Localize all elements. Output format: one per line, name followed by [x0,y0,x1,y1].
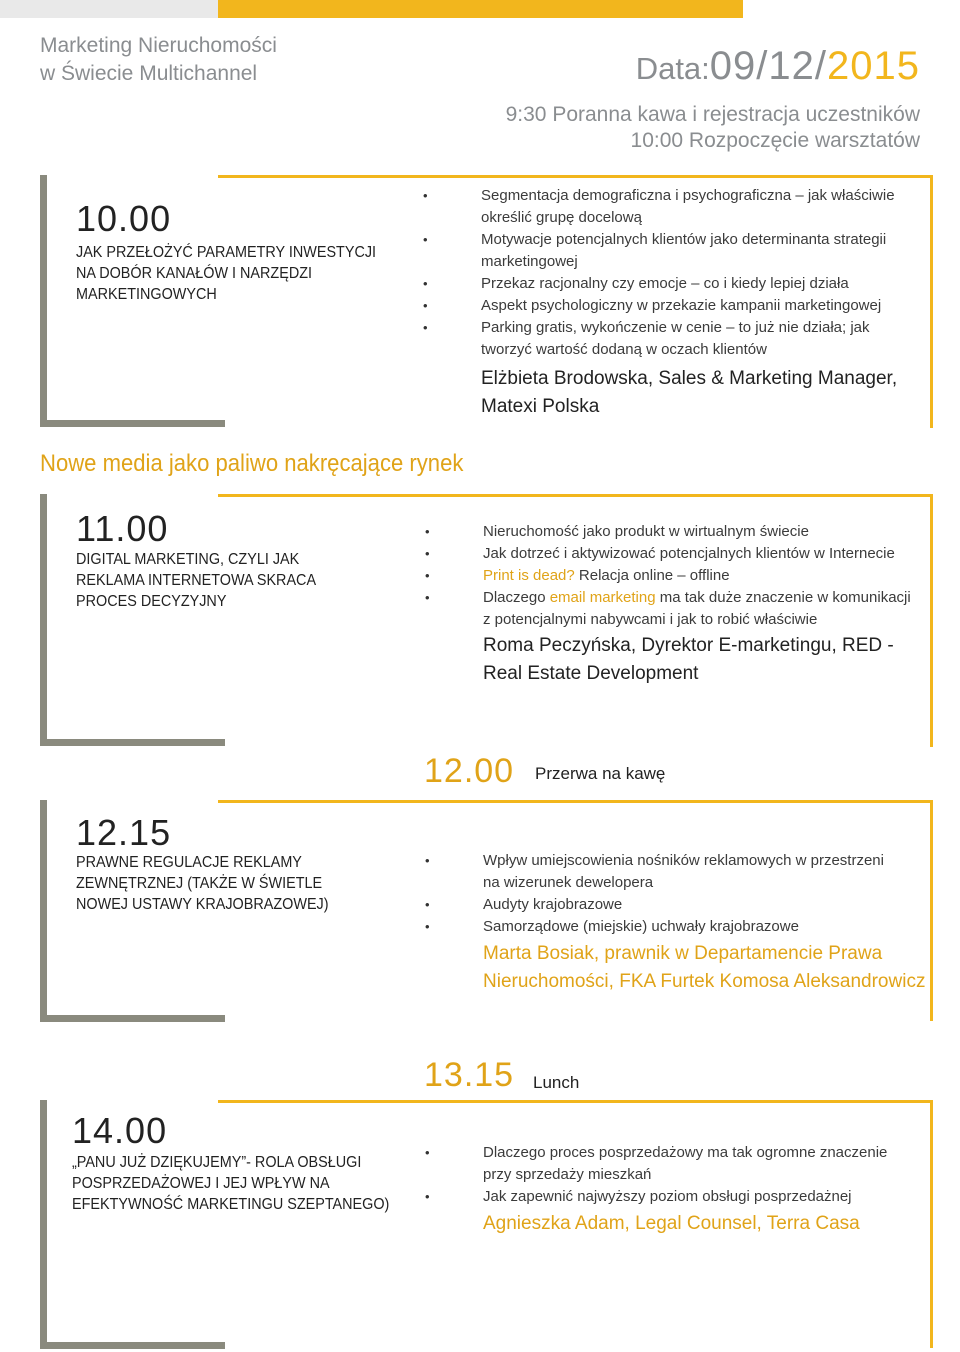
session-1000-bullets: • Segmentacja demograficzna i psychograficzna – jak właściwie określić grupę docelową • Motywacje potencjalnych klientów jako determinanta strategii marketingowej • Przekaz racjonalny czy emocje – co i kiedy lepiej działa • Aspekt psychologiczny w przekazie kampanii marketingowej • Parking gratis, wykończenie w cenie – to już nie działa; jak tworzyć wartość dodaną w oczach klientów [423,187,895,358]
session-1215-title: PRAWNE REGULACJE REKLAMY ZEWNĘTRZNEJ (TAKŻE W ŚWIETLE NOWEJ USTAWY KRAJOBRAZOWEJ) [76,854,329,913]
list-item: • Aspekt psychologiczny w przekazie kampanii marketingowej [481,295,895,317]
bullet-icon: • [425,853,430,868]
bullet-icon: • [423,298,428,313]
break-1315-time: 13.15 [424,1056,515,1094]
break-1315-label: Lunch [533,1073,580,1092]
top-bar-grey [0,0,218,18]
list-item: • Print is dead? Relacja online – offline [483,565,911,587]
bullet-icon: • [425,590,430,605]
list-item: • Dlaczego email marketing ma tak duże znaczenie w komunikacji [483,587,911,609]
event-title-line1: Marketing Nieruchomości [40,34,277,57]
bullet-icon: • [425,919,430,934]
session-1400-speaker: Agnieszka Adam, Legal Counsel, Terra Casa [483,1213,860,1234]
session-1100-title: DIGITAL MARKETING, CZYLI JAK REKLAMA INTERNETOWA SKRACA PROCES DECYZYJNY [76,551,317,610]
list-item: • Parking gratis, wykończenie w cenie – to już nie działa; jak [481,317,895,339]
top-bar-gold [218,0,743,18]
list-item: • Samorządowe (miejskie) uchwały krajobrazowe [483,916,884,938]
list-item: • Wpływ umiejscowienia nośników reklamowych w przestrzeni [483,850,884,872]
bullet-icon: • [425,524,430,539]
bullet-icon: • [425,546,430,561]
list-item: • Jak dotrzeć i aktywizować potencjalnych klientów w Internecie [483,543,911,565]
bullet-icon: • [425,1189,430,1204]
list-item: • Nieruchomość jako produkt w wirtualnym świecie [483,521,911,543]
list-item: • Przekaz racjonalny czy emocje – co i kiedy lepiej działa [481,273,895,295]
session-1000-time: 10.00 [76,198,172,239]
session-1215-bullets: • Wpływ umiejscowienia nośników reklamowych w przestrzeni na wizerunek dewelopera • Audyty krajobrazowe • Samorządowe (miejskie) uchwały krajobrazowe [483,850,884,938]
section-heading: Nowe media jako paliwo nakręcające rynek [40,450,464,477]
bullet-icon: • [423,232,428,247]
date-main: 09/12/ [709,44,828,88]
list-item: • Audyty krajobrazowe [483,894,884,916]
list-item: • Dlaczego proces posprzedażowy ma tak ogromne znaczenie [483,1142,887,1164]
schedule-line1: 9:30 Poranna kawa i rejestracja uczestników [505,103,920,126]
session-1100-time: 11.00 [76,508,169,549]
event-title [40,32,277,88]
list-item: • Motywacje potencjalnych klientów jako determinanta strategii [481,229,895,251]
schedule-line2: 10:00 Rozpoczęcie warsztatów [630,129,920,152]
bullet-icon: • [423,320,428,335]
session-1400-title: „PANU JUŻ DZIĘKUJEMY”- ROLA OBSŁUGI POSPRZEDAŻOWEJ I JEJ WPŁYW NA EFEKTYWNOŚĆ MARKETINGU SZEPTANEGO) [72,1154,390,1213]
bullet-icon: • [423,188,428,203]
bullet-icon: • [425,897,430,912]
bullet-icon: • [425,568,430,583]
session-1215-time: 12.15 [76,812,172,853]
break-1200-label: Przerwa na kawę [535,764,666,783]
event-date [636,44,920,89]
date-year: 2015 [827,44,920,88]
session-1215-speaker: Marta Bosiak, prawnik w Departamencie Prawa Nieruchomości, FKA Furtek Komosa Aleksandrowicz [483,943,926,992]
session-1100-bullets: • Nieruchomość jako produkt w wirtualnym świecie • Jak dotrzeć i aktywizować potencjalnych klientów w Internecie • Print is dead? Relacja online – offline • Dlaczego email marketing ma tak duże znaczenie w komunikacji z potencjalnymi nabywcami i jak to robić właściwie [425,523,911,628]
opening-schedule [506,102,920,154]
date-label: Data: [635,51,710,86]
session-1000-title: JAK PRZEŁOŻYĆ PARAMETRY INWESTYCJI NA DOBÓR KANAŁÓW I NARZĘDZI MARKETINGOWYCH [76,244,377,303]
bullet-icon: • [425,1145,430,1160]
bullet-icon: • [423,276,428,291]
list-item: • Jak zapewnić najwyższy poziom obsługi posprzedażnej [483,1186,887,1208]
break-1200-time: 12.00 [424,752,515,790]
session-1400-bullets: • Dlaczego proces posprzedażowy ma tak ogromne znaczenie przy sprzedaży mieszkań • Jak zapewnić najwyższy poziom obsługi posprzedażnej [483,1142,887,1208]
session-1000-speaker: Elżbieta Brodowska, Sales & Marketing Manager, Matexi Polska [481,368,898,417]
event-title-line2: w Świecie Multichannel [40,62,258,85]
session-1400-time: 14.00 [72,1110,168,1151]
list-item: • Segmentacja demograficzna i psychograficzna – jak właściwie [481,185,895,207]
session-1100-speaker: Roma Peczyńska, Dyrektor E-marketingu, RED - Real Estate Development [483,635,894,684]
